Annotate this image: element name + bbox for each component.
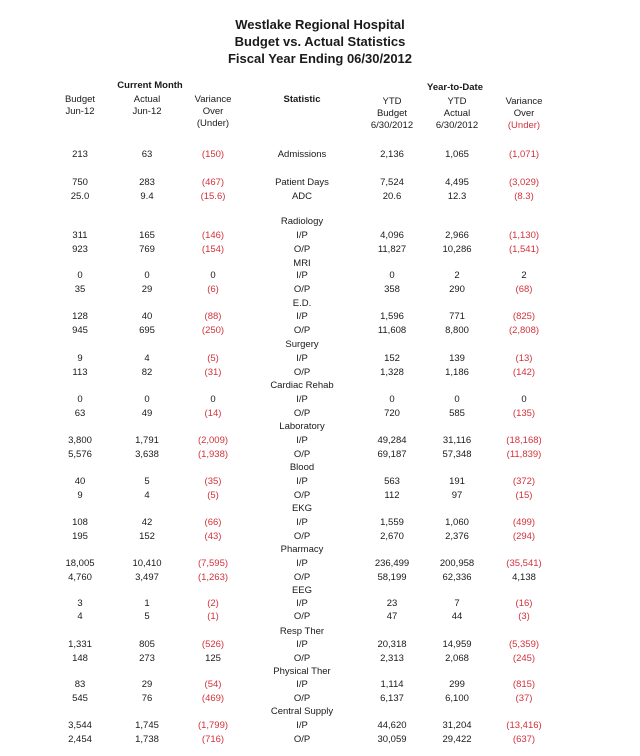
- cell-ytd-variance: (1,071): [508, 149, 540, 160]
- cell-ytd-budget: 58,199: [377, 572, 407, 583]
- cell-variance: (250): [201, 325, 225, 336]
- cell-budget: 923: [72, 244, 88, 255]
- cell-ytd-actual: 10,286: [442, 244, 472, 255]
- cell-actual: 3,497: [135, 572, 159, 583]
- cell-ytd-actual: 31,204: [442, 720, 472, 731]
- cell-actual: 5: [144, 611, 150, 622]
- table-row: [0, 284, 640, 296]
- cell-statistic: Admissions: [277, 149, 327, 160]
- cell-budget: 35: [74, 284, 86, 295]
- table-row: [0, 408, 640, 420]
- cell-variance: (2,009): [197, 435, 229, 446]
- table-section-header: [0, 216, 640, 228]
- cell-statistic: O/P: [293, 531, 311, 542]
- cell-budget: 83: [74, 679, 86, 690]
- table-section-header: [0, 462, 640, 474]
- cell-ytd-variance: (16): [515, 598, 533, 609]
- cell-ytd-budget: 1,596: [380, 311, 404, 322]
- cell-actual: 63: [141, 149, 153, 160]
- table-row: [0, 531, 640, 543]
- cell-budget: 3,544: [68, 720, 92, 731]
- fiscal-year: Fiscal Year Ending 06/30/2012: [227, 51, 413, 66]
- cell-ytd-variance: (3): [518, 611, 530, 622]
- cell-variance: (5): [207, 490, 219, 501]
- cell-ytd-actual: 1,186: [445, 367, 469, 378]
- cell-ytd-actual: 12.3: [447, 191, 467, 202]
- cell-statistic: I/P: [296, 353, 308, 364]
- cell-statistic: O/P: [293, 611, 311, 622]
- cell-budget: 3,800: [68, 435, 92, 446]
- cell-statistic: I/P: [296, 394, 308, 405]
- report-title: [0, 16, 640, 67]
- cell-budget: 148: [72, 653, 88, 664]
- cell-variance: (526): [201, 639, 225, 650]
- cell-budget: 750: [72, 177, 88, 188]
- ytd-header: Year-to-Date: [427, 82, 483, 93]
- cell-variance: (1,263): [197, 572, 229, 583]
- cell-ytd-variance: (68): [515, 284, 533, 295]
- cell-variance: (14): [204, 408, 222, 419]
- cell-variance: (5): [207, 353, 219, 364]
- cell-ytd-budget: 1,328: [380, 367, 404, 378]
- cell-ytd-actual: 8,800: [445, 325, 469, 336]
- cell-ytd-variance: (13): [515, 353, 533, 364]
- cell-statistic: EEG: [291, 585, 313, 596]
- cell-ytd-variance: (8.3): [514, 191, 534, 202]
- table-row: [0, 325, 640, 337]
- cell-ytd-variance: 4,138: [512, 572, 536, 583]
- table-row: [0, 394, 640, 406]
- cell-ytd-budget: 563: [384, 476, 400, 487]
- cell-variance: (467): [201, 177, 225, 188]
- cell-budget: 18,005: [65, 558, 95, 569]
- col-ytd-budget-header: YTD Budget 6/30/2012: [370, 96, 414, 131]
- cell-statistic: ADC: [291, 191, 313, 202]
- cell-ytd-budget: 7,524: [380, 177, 404, 188]
- table-row: [0, 572, 640, 584]
- cell-budget: 311: [72, 230, 88, 241]
- cell-ytd-variance: (499): [512, 517, 536, 528]
- cell-variance: 0: [210, 394, 216, 405]
- cell-ytd-budget: 236,499: [374, 558, 410, 569]
- cell-budget: 108: [72, 517, 88, 528]
- cell-ytd-variance: (2,808): [508, 325, 540, 336]
- cell-ytd-budget: 69,187: [377, 449, 407, 460]
- cell-statistic: O/P: [293, 653, 311, 664]
- table-row: [0, 517, 640, 529]
- cell-budget: 945: [72, 325, 88, 336]
- cell-budget: 1,331: [68, 639, 92, 650]
- cell-ytd-budget: 11,608: [377, 325, 407, 336]
- cell-ytd-variance: (142): [512, 367, 536, 378]
- cell-actual: 5: [144, 476, 150, 487]
- table-section-header: [0, 706, 640, 718]
- cell-actual: 82: [141, 367, 153, 378]
- cell-actual: 10,410: [132, 558, 162, 569]
- col-ytd-actual-header: YTD Actual 6/30/2012: [435, 96, 479, 131]
- cell-budget: 4: [77, 611, 83, 622]
- cell-statistic: Physical Ther: [273, 666, 331, 677]
- cell-ytd-variance: (35,541): [506, 558, 542, 569]
- cell-statistic: Radiology: [280, 216, 324, 227]
- cell-ytd-budget: 0: [389, 270, 395, 281]
- cell-ytd-actual: 4,495: [445, 177, 469, 188]
- cell-actual: 1,791: [135, 435, 159, 446]
- col-budget-header: Budget Jun-12: [64, 94, 96, 117]
- cell-ytd-variance: (5,359): [508, 639, 540, 650]
- cell-statistic: O/P: [293, 734, 311, 745]
- cell-ytd-variance: (135): [512, 408, 536, 419]
- cell-ytd-actual: 62,336: [442, 572, 472, 583]
- cell-variance: 0: [210, 270, 216, 281]
- table-row: [0, 177, 640, 189]
- cell-statistic: Patient Days: [275, 177, 329, 188]
- cell-actual: 76: [141, 693, 153, 704]
- cell-actual: 283: [139, 177, 155, 188]
- cell-statistic: O/P: [293, 244, 311, 255]
- cell-statistic: O/P: [293, 449, 311, 460]
- cell-actual: 1: [144, 598, 150, 609]
- cell-budget: 40: [74, 476, 86, 487]
- cell-budget: 128: [72, 311, 88, 322]
- cell-statistic: O/P: [293, 693, 311, 704]
- cell-statistic: O/P: [293, 408, 311, 419]
- cell-ytd-variance: (637): [512, 734, 536, 745]
- cell-ytd-budget: 20,318: [377, 639, 407, 650]
- cell-actual: 695: [139, 325, 155, 336]
- cell-ytd-budget: 152: [384, 353, 400, 364]
- cell-statistic: Pharmacy: [280, 544, 324, 555]
- cell-actual: 9.4: [140, 191, 154, 202]
- cell-ytd-budget: 20.6: [382, 191, 402, 202]
- cell-ytd-budget: 23: [386, 598, 398, 609]
- cell-variance: (1,799): [197, 720, 229, 731]
- table-row: [0, 693, 640, 705]
- cell-actual: 805: [139, 639, 155, 650]
- cell-ytd-actual: 2,966: [445, 230, 469, 241]
- cell-variance: (66): [204, 517, 222, 528]
- cell-variance: (43): [204, 531, 222, 542]
- table-section-header: [0, 380, 640, 392]
- table-row: [0, 734, 640, 746]
- cell-ytd-variance: (13,416): [506, 720, 542, 731]
- cell-ytd-actual: 200,958: [439, 558, 475, 569]
- cell-ytd-variance: (815): [512, 679, 536, 690]
- cell-budget: 195: [72, 531, 88, 542]
- table-row: [0, 653, 640, 665]
- cell-ytd-budget: 49,284: [377, 435, 407, 446]
- cell-statistic: Central Supply: [270, 706, 334, 717]
- cell-statistic: I/P: [296, 720, 308, 731]
- cell-ytd-budget: 2,313: [380, 653, 404, 664]
- cell-variance: 125: [205, 653, 221, 664]
- table-row: [0, 191, 640, 203]
- cell-budget: 213: [72, 149, 88, 160]
- table-section-header: [0, 503, 640, 515]
- cell-actual: 1,738: [135, 734, 159, 745]
- cell-budget: 63: [74, 408, 86, 419]
- cell-ytd-actual: 29,422: [442, 734, 472, 745]
- cell-ytd-budget: 2,136: [380, 149, 404, 160]
- cell-budget: 9: [77, 353, 83, 364]
- cell-statistic: I/P: [296, 517, 308, 528]
- cell-ytd-variance: (245): [512, 653, 536, 664]
- cell-ytd-actual: 1,060: [445, 517, 469, 528]
- col-statistic-header: Statistic: [283, 94, 321, 105]
- col-ytd-variance-header: Variance Over (Under): [505, 96, 543, 131]
- cell-ytd-budget: 358: [384, 284, 400, 295]
- cell-statistic: I/P: [296, 270, 308, 281]
- table-row: [0, 598, 640, 610]
- cell-variance: (88): [204, 311, 222, 322]
- table-row: [0, 353, 640, 365]
- cell-ytd-budget: 11,827: [377, 244, 407, 255]
- table-section-header: [0, 298, 640, 310]
- cell-actual: 29: [141, 284, 153, 295]
- table-row: [0, 611, 640, 623]
- cell-budget: 2,454: [68, 734, 92, 745]
- table-section-header: [0, 339, 640, 351]
- cell-ytd-budget: 720: [384, 408, 400, 419]
- cell-ytd-variance: (18,168): [506, 435, 542, 446]
- cell-actual: 3,638: [135, 449, 159, 460]
- cell-ytd-budget: 44,620: [377, 720, 407, 731]
- cell-actual: 49: [141, 408, 153, 419]
- cell-statistic: EKG: [291, 503, 313, 514]
- cell-ytd-actual: 57,348: [442, 449, 472, 460]
- cell-ytd-variance: (372): [512, 476, 536, 487]
- table-section-header: [0, 544, 640, 556]
- table-section-header: [0, 585, 640, 597]
- table-row: [0, 490, 640, 502]
- cell-statistic: Resp Ther: [279, 626, 325, 637]
- cell-budget: 0: [77, 394, 83, 405]
- cell-statistic: O/P: [293, 284, 311, 295]
- cell-ytd-budget: 0: [389, 394, 395, 405]
- cell-variance: (35): [204, 476, 222, 487]
- cell-statistic: I/P: [296, 598, 308, 609]
- table-section-header: [0, 626, 640, 638]
- table-row: [0, 558, 640, 570]
- cell-actual: 152: [139, 531, 155, 542]
- cell-budget: 0: [77, 270, 83, 281]
- cell-ytd-actual: 290: [449, 284, 465, 295]
- table-row: [0, 639, 640, 651]
- cell-variance: (1): [207, 611, 219, 622]
- cell-actual: 769: [139, 244, 155, 255]
- cell-variance: (716): [201, 734, 225, 745]
- cell-statistic: E.D.: [292, 298, 312, 309]
- cell-statistic: I/P: [296, 476, 308, 487]
- cell-ytd-actual: 191: [449, 476, 465, 487]
- cell-ytd-variance: (294): [512, 531, 536, 542]
- cell-ytd-actual: 7: [454, 598, 460, 609]
- cell-ytd-variance: (3,029): [508, 177, 540, 188]
- current-month-header: Current Month: [117, 80, 183, 91]
- cell-actual: 40: [141, 311, 153, 322]
- cell-ytd-budget: 1,559: [380, 517, 404, 528]
- table-row: [0, 230, 640, 242]
- cell-ytd-variance: (37): [515, 693, 533, 704]
- cell-statistic: I/P: [296, 230, 308, 241]
- cell-ytd-variance: 2: [521, 270, 527, 281]
- cell-variance: (15.6): [200, 191, 226, 202]
- table-row: [0, 720, 640, 732]
- table-row: [0, 149, 640, 161]
- table-row: [0, 449, 640, 461]
- cell-ytd-budget: 4,096: [380, 230, 404, 241]
- cell-statistic: O/P: [293, 572, 311, 583]
- cell-ytd-variance: 0: [521, 394, 527, 405]
- report-name: Budget vs. Actual Statistics: [234, 34, 406, 49]
- table-section-header: [0, 421, 640, 433]
- cell-ytd-variance: (1,541): [508, 244, 540, 255]
- cell-actual: 42: [141, 517, 153, 528]
- cell-actual: 4: [144, 490, 150, 501]
- cell-ytd-actual: 2,376: [445, 531, 469, 542]
- cell-actual: 0: [144, 394, 150, 405]
- cell-budget: 3: [77, 598, 83, 609]
- cell-variance: (2): [207, 598, 219, 609]
- cell-ytd-actual: 97: [451, 490, 463, 501]
- cell-ytd-actual: 1,065: [445, 149, 469, 160]
- cell-statistic: O/P: [293, 490, 311, 501]
- cell-ytd-variance: (11,839): [506, 449, 542, 460]
- cell-variance: (146): [201, 230, 225, 241]
- cell-variance: (6): [207, 284, 219, 295]
- cell-variance: (31): [204, 367, 222, 378]
- table-row: [0, 311, 640, 323]
- cell-ytd-variance: (15): [515, 490, 533, 501]
- cell-variance: (150): [201, 149, 225, 160]
- cell-budget: 113: [72, 367, 88, 378]
- cell-variance: (7,595): [197, 558, 229, 569]
- cell-actual: 4: [144, 353, 150, 364]
- cell-actual: 29: [141, 679, 153, 690]
- table-row: [0, 367, 640, 379]
- cell-variance: (154): [201, 244, 225, 255]
- cell-statistic: O/P: [293, 325, 311, 336]
- cell-ytd-actual: 585: [449, 408, 465, 419]
- cell-ytd-actual: 771: [449, 311, 465, 322]
- cell-statistic: I/P: [296, 639, 308, 650]
- cell-variance: (1,938): [197, 449, 229, 460]
- cell-budget: 9: [77, 490, 83, 501]
- cell-ytd-variance: (825): [512, 311, 536, 322]
- table-row: [0, 244, 640, 256]
- cell-ytd-actual: 31,116: [442, 435, 472, 446]
- cell-ytd-budget: 47: [386, 611, 398, 622]
- cell-actual: 165: [139, 230, 155, 241]
- cell-ytd-actual: 14,959: [442, 639, 472, 650]
- cell-ytd-actual: 44: [451, 611, 463, 622]
- col-variance-header: Variance Over (Under): [194, 94, 232, 129]
- cell-ytd-actual: 2,068: [445, 653, 469, 664]
- table-row: [0, 435, 640, 447]
- cell-budget: 5,576: [68, 449, 92, 460]
- cell-ytd-actual: 139: [449, 353, 465, 364]
- cell-actual: 273: [139, 653, 155, 664]
- table-row: [0, 270, 640, 282]
- cell-ytd-variance: (1,130): [508, 230, 540, 241]
- cell-ytd-budget: 2,670: [380, 531, 404, 542]
- cell-variance: (54): [204, 679, 222, 690]
- cell-budget: 25.0: [70, 191, 90, 202]
- cell-statistic: Laboratory: [279, 421, 325, 432]
- cell-statistic: I/P: [296, 311, 308, 322]
- cell-budget: 545: [72, 693, 88, 704]
- cell-ytd-budget: 1,114: [380, 679, 404, 690]
- cell-statistic: Blood: [289, 462, 315, 473]
- cell-budget: 4,760: [68, 572, 92, 583]
- table-section-header: [0, 258, 640, 270]
- cell-statistic: I/P: [296, 435, 308, 446]
- cell-ytd-budget: 6,137: [380, 693, 404, 704]
- cell-statistic: Surgery: [285, 339, 319, 350]
- cell-ytd-budget: 112: [384, 490, 400, 501]
- hospital-name: Westlake Regional Hospital: [235, 17, 405, 32]
- cell-statistic: MRI: [293, 258, 311, 269]
- cell-statistic: I/P: [296, 558, 308, 569]
- col-actual-header: Actual Jun-12: [132, 94, 162, 117]
- table-section-header: [0, 666, 640, 678]
- cell-ytd-actual: 6,100: [445, 693, 469, 704]
- cell-statistic: Cardiac Rehab: [270, 380, 334, 391]
- cell-ytd-actual: 2: [454, 270, 460, 281]
- table-row: [0, 476, 640, 488]
- table-row: [0, 679, 640, 691]
- cell-statistic: O/P: [293, 367, 311, 378]
- cell-variance: (469): [201, 693, 225, 704]
- cell-ytd-actual: 0: [454, 394, 460, 405]
- cell-ytd-actual: 299: [449, 679, 465, 690]
- cell-ytd-budget: 30,059: [377, 734, 407, 745]
- cell-actual: 0: [144, 270, 150, 281]
- cell-statistic: I/P: [296, 679, 308, 690]
- cell-actual: 1,745: [135, 720, 159, 731]
